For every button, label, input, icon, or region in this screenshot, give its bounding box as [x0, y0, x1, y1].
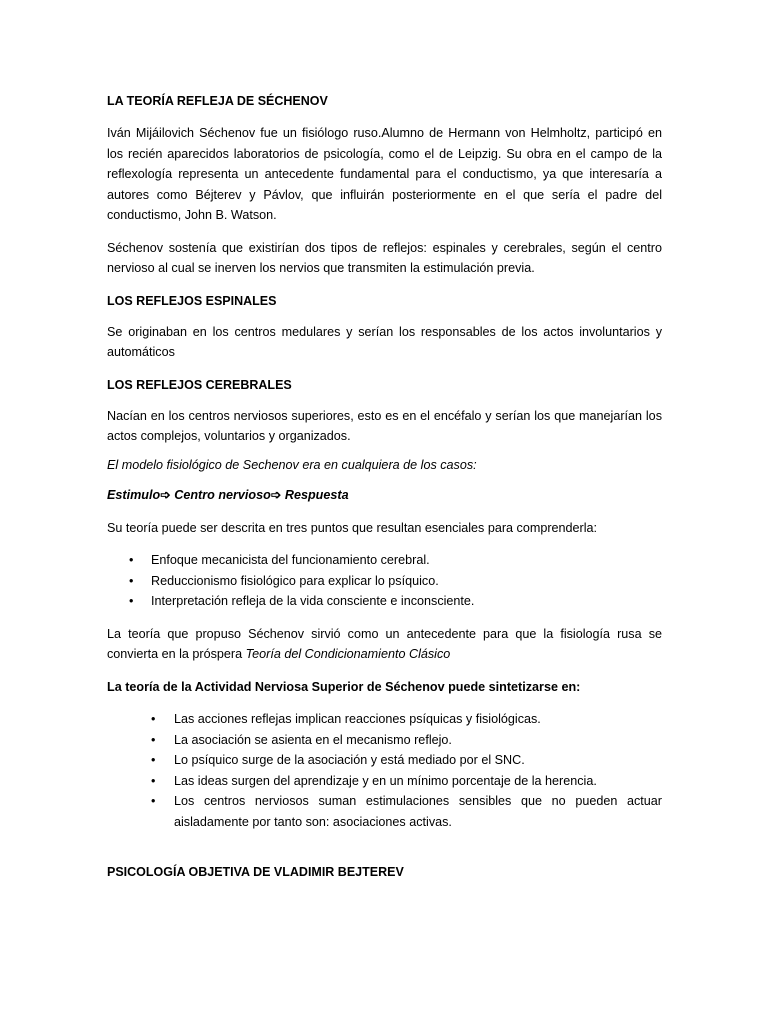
reflex-types-paragraph: Séchenov sostenía que existirían dos tipos de reflejos: espinales y cerebrales, según el centro nervioso al cual se inerven los nervios que transmiten la estimulación previa.: [107, 240, 662, 275]
right-arrow-icon: ➩: [270, 488, 282, 502]
bullet-icon: •: [151, 773, 156, 788]
list-item: • Las ideas surgen del aprendizaje y en un mínimo porcentaje de la herencia.: [107, 771, 662, 792]
list-item: • Enfoque mecanicista del funcionamiento cerebral.: [107, 550, 662, 571]
heading-spinal-reflexes: LOS REFLEJOS ESPINALES: [107, 293, 277, 308]
list-item: • Interpretación refleja de la vida consciente e inconsciente.: [107, 591, 662, 612]
cerebral-reflexes-paragraph: Nacían en los centros nerviosos superiores, esto es en el encéfalo y serían los que manejarían los actos complejos, voluntarios y organizados.: [107, 408, 662, 443]
activity-heading: La teoría de la Actividad Nerviosa Superior de Séchenov puede sintetizarse en:: [107, 679, 581, 694]
bullet-icon: •: [151, 753, 156, 767]
intro-paragraph: Iván Mijáilovich Séchenov fue un fisiólogo ruso.Alumno de Hermann von Helmholtz, participó en los recién aparecidos laboratorios de psicología, como el de Leipzig. Su obra en el campo de la reflexología representa un antecedente fundamental para el conductismo, ya que interesaría a autores como Béjterev y Pávlov, que influirán posteriormente en el que sería el padre del conductismo, John B. Watson.: [107, 126, 662, 222]
section-title-bejterev: PSICOLOGÍA OBJETIVA DE VLADIMIR BEJTEREV: [107, 865, 404, 879]
three-points-intro: Su teoría puede ser descrita en tres puntos que resultan esenciales para comprenderla:: [107, 520, 598, 535]
list-item: • La asociación se asienta en el mecanismo reflejo.: [107, 730, 662, 751]
antecedent-paragraph: La teoría que propuso Séchenov sirvió como un antecedente para que la fisiología rusa se convierta en la próspera Teoría del Condicionamiento Clásico: [107, 626, 662, 661]
bullet-icon: •: [151, 732, 156, 747]
bullet-icon: •: [129, 553, 134, 567]
bullet-icon: •: [129, 573, 134, 588]
stimulus-response-flow: [107, 485, 662, 506]
list-item: • Las acciones reflejas implican reacciones psíquicas y fisiológicas.: [107, 709, 662, 730]
flow-response: Respuesta: [284, 488, 349, 502]
flow-nervous-center: Centro nervioso: [174, 488, 271, 502]
three-points-list: [107, 550, 662, 612]
activity-points-list: [107, 709, 662, 832]
bullet-icon: •: [151, 712, 156, 726]
flow-stimulus: Estimulo: [107, 488, 161, 502]
list-item: • Lo psíquico surge de la asociación y está mediado por el SNC.: [107, 750, 662, 771]
heading-cerebral-reflexes: LOS REFLEJOS CEREBRALES: [107, 377, 292, 392]
list-item: • Reduccionismo fisiológico para explicar lo psíquico.: [107, 571, 662, 592]
section-title-sechenov: LA TEORÍA REFLEJA DE SÉCHENOV: [107, 94, 328, 108]
list-item: • Los centros nerviosos suman estimulaciones sensibles que no pueden actuar aisladamente por tanto son: asociaciones activas.: [107, 791, 662, 832]
right-arrow-icon: ➩: [160, 488, 171, 502]
bullet-icon: •: [129, 594, 134, 608]
bullet-icon: •: [151, 794, 156, 808]
classical-conditioning-term: Teoría del Condicionamiento Clásico: [245, 647, 451, 661]
model-sentence: El modelo fisiológico de Sechenov era en cualquiera de los casos:: [107, 457, 477, 472]
spinal-reflexes-paragraph: Se originaban en los centros medulares y serían los responsables de los actos involuntarios y automáticos: [107, 324, 662, 359]
